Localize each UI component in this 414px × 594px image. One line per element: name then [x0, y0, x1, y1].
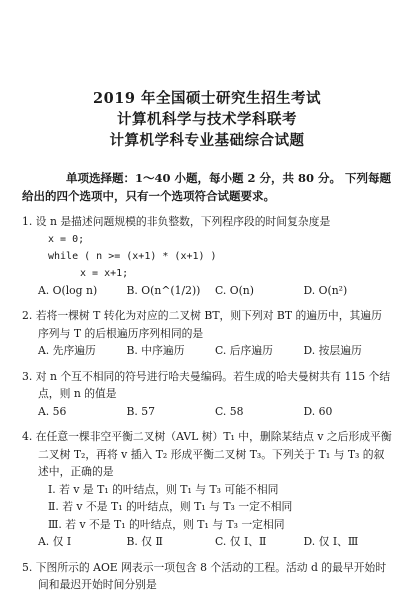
exam-title-line-2: 计算机科学与技术学科联考 [117, 111, 297, 128]
option-d: D. O(n²) [303, 283, 348, 297]
question-4-options [22, 533, 392, 551]
statement-3: Ⅲ. 若 v 不是 T₁ 的叶结点，则 T₁ 与 T₃ 一定相同 [48, 517, 285, 531]
option-c: C. O(n) [215, 283, 254, 297]
option-c: C. 58 [215, 404, 244, 418]
statement-2: Ⅱ. 若 v 不是 T₁ 的叶结点，则 T₁ 与 T₃ 一定不相同 [48, 500, 293, 513]
option-a: A. O(log n) [38, 283, 98, 297]
question-3 [22, 368, 392, 421]
code-line-3: x = x+1; [80, 267, 129, 279]
option-c: C. 仅 Ⅰ、Ⅱ [215, 535, 267, 548]
option-b: B. 57 [126, 404, 156, 418]
option-d: D. 仅 Ⅰ、Ⅲ [303, 535, 359, 548]
question-2 [22, 307, 392, 360]
option-b: B. 仅 Ⅱ [126, 535, 163, 548]
question-2-options [22, 342, 392, 360]
question-1-options [22, 282, 392, 300]
question-3-options [22, 403, 392, 421]
option-a: A. 仅 Ⅰ [38, 535, 72, 548]
question-2-stem: 2. 若将一棵树 T 转化为对应的二叉树 BT，则下列对 BT 的遍历中，其遍历序列与 T 的后根遍历序列相同的是 [22, 309, 382, 340]
question-4 [22, 428, 392, 551]
code-line-2: while ( n >= (x+1) * (x+1) ) [48, 250, 217, 262]
question-1-stem: 1. 设 n 是描述问题规模的非负整数，下列程序段的时间复杂度是 [22, 215, 331, 228]
question-4-stem: 4. 在任意一棵非空平衡二叉树（AVL 树）T₁ 中，删除某结点 v 之后形成平衡二叉树 T₂，再将 v 插入 T₂ 形成平衡二叉树 T₃。下列关于 T₁ 与 T₃ 的叙述中，正确的是 [22, 430, 392, 478]
exam-title-block [22, 88, 392, 151]
code-line-1: x = 0; [48, 233, 85, 245]
option-b: B. 中序遍历 [126, 344, 185, 357]
question-5 [22, 559, 392, 594]
question-5-stem: 5. 下图所示的 AOE 网表示一项包含 8 个活动的工程。活动 d 的最早开始时间和最迟开始时间分别是 [22, 560, 387, 591]
exam-title-line-1: 2019 年全国硕士研究生招生考试 [93, 90, 321, 107]
section-instructions: 单项选择题：1～40 小题，每小题 2 分，共 80 分。 下列每题给出的四个选项中，只有一个选项符合试题要求。 [22, 171, 392, 203]
question-3-stem: 3. 对 n 个互不相同的符号进行哈夫曼编码。若生成的哈夫曼树共有 115 个结点，则 n 的值是 [22, 369, 391, 400]
option-d: D. 按层遍历 [303, 344, 362, 357]
option-a: A. 先序遍历 [38, 344, 96, 357]
option-b: B. O(n^(1/2)) [126, 283, 201, 297]
question-1 [22, 213, 392, 299]
statement-1: Ⅰ. 若 v 是 T₁ 的叶结点，则 T₁ 与 T₃ 可能不相同 [48, 482, 279, 496]
option-c: C. 后序遍历 [215, 344, 273, 357]
option-a: A. 56 [38, 404, 67, 418]
exam-title-line-3: 计算机学科专业基础综合试题 [109, 132, 305, 149]
option-d: D. 60 [303, 404, 333, 418]
